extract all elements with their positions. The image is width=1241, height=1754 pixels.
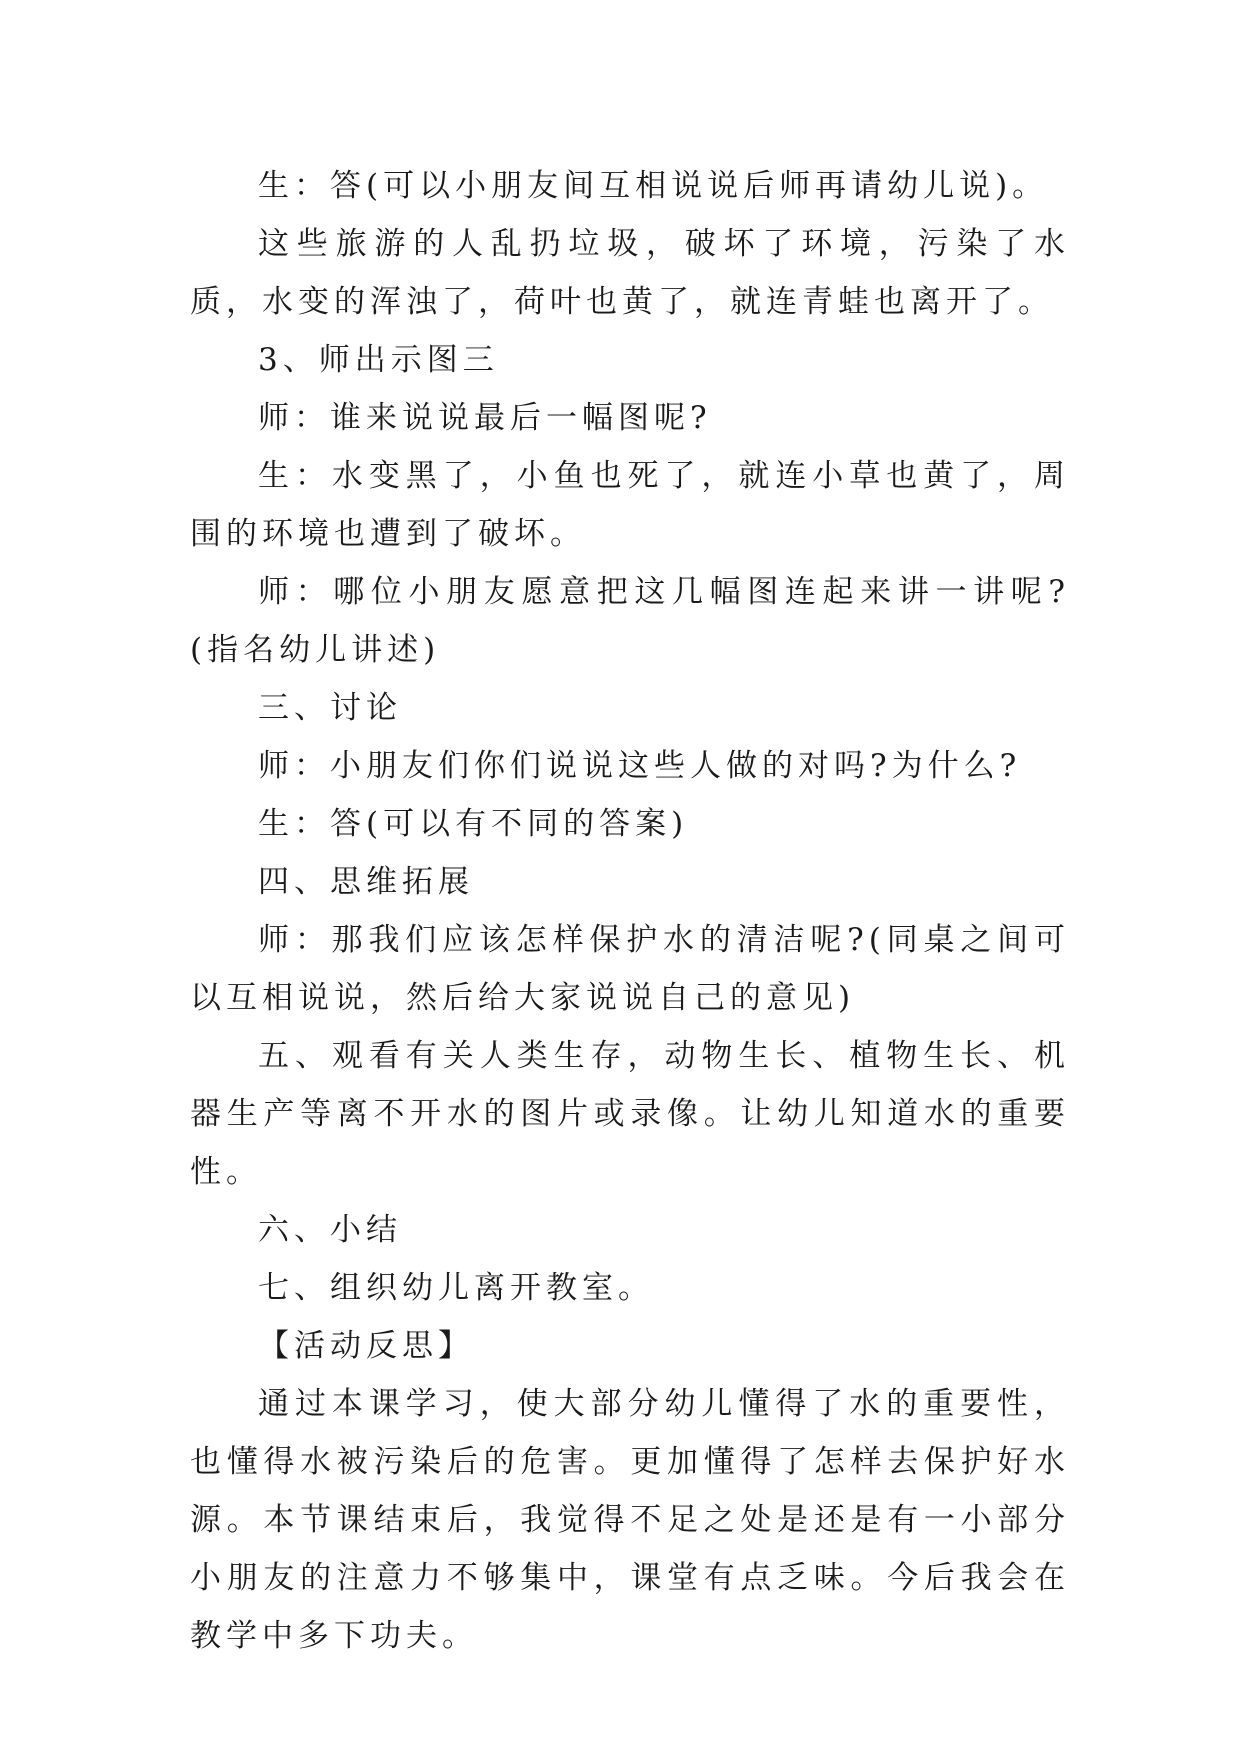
section-heading-watch-videos: 五、观看有关人类生存，动物生长、植物生长、机器生产等离不开水的图片或录像。让幼儿知道水的重要性。: [190, 1038, 1070, 1190]
section-heading-reflection: 【活动反思】: [258, 1328, 474, 1364]
paragraph-reflection-body: 通过本课学习，使大部分幼儿懂得了水的重要性，也懂得水被污染后的危害。更加懂得了怎样去保护好水源。本节课结束后，我觉得不足之处是还是有一小部分小朋友的注意力不够集中，课堂有点乏味。今后我会在教学中多下功夫。: [190, 1386, 1070, 1654]
paragraph-teacher-question-2: 师：哪位小朋友愿意把这几幅图连起来讲一讲呢?(指名幼儿讲述): [190, 574, 1070, 668]
section-heading-discussion: 三、讨论: [258, 690, 402, 726]
section-heading-thinking-expansion: 四、思维拓展: [258, 864, 474, 900]
paragraph-student-answer-2: 生：水变黑了，小鱼也死了，就连小草也黄了，周围的环境也遭到了破坏。: [190, 458, 1070, 552]
section-heading-leave-classroom: 七、组织幼儿离开教室。: [258, 1270, 654, 1306]
section-heading-summary: 六、小结: [258, 1212, 402, 1248]
paragraph-teacher-question-4: 师：那我们应该怎样保护水的清洁呢?(同桌之间可以互相说说，然后给大家说说自己的意见): [190, 922, 1070, 1016]
paragraph-student-answer-3: 生：答(可以有不同的答案): [258, 806, 689, 842]
paragraph-teacher-question-1: 师：谁来说说最后一幅图呢?: [258, 400, 712, 436]
paragraph-show-picture-3: 3、师出示图三: [258, 342, 499, 378]
paragraph-teacher-question-3: 师：小朋友们你们说说这些人做的对吗?为什么?: [258, 748, 1022, 784]
paragraph-student-answer-1: 生：答(可以小朋友间互相说说后师再请幼儿说)。: [258, 168, 1049, 204]
document-body: [190, 157, 1070, 1665]
paragraph-pollution-description: 这些旅游的人乱扔垃圾，破坏了环境，污染了水质，水变的浑浊了，荷叶也黄了，就连青蛙也离开了。: [190, 226, 1070, 320]
